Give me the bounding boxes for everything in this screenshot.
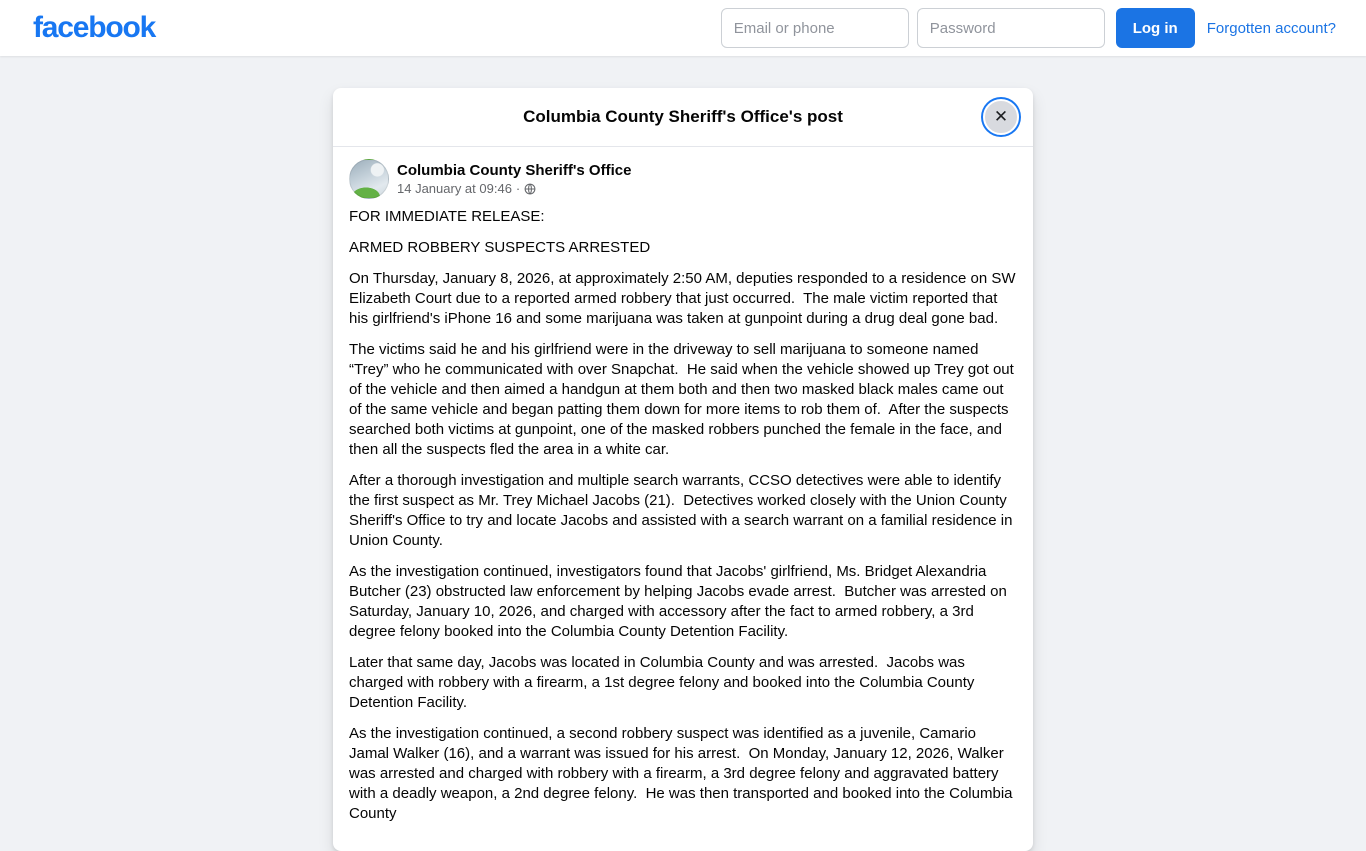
post-modal-title: Columbia County Sheriff's Office's post: [523, 107, 843, 126]
top-navigation-bar: [0, 0, 1366, 56]
avatar[interactable]: [349, 159, 389, 199]
author-name[interactable]: Columbia County Sheriff's Office: [397, 162, 632, 179]
post-modal-header: [333, 88, 1033, 147]
post: [333, 147, 1033, 851]
post-author-meta: [397, 161, 631, 197]
login-form: [713, 8, 1336, 48]
post-paragraph: On Thursday, January 8, 2026, at approximately 2:50 AM, deputies responded to a residence on SW Elizabeth Court due to a reported armed robbery that just occurred. The male victim reported that his girlfriend's iPhone 16 and some marijuana was taken at gunpoint during a drug deal gone bad.: [349, 270, 1020, 327]
post-body: [349, 207, 1020, 824]
facebook-logo[interactable]: facebook: [33, 11, 156, 44]
timestamp-separator: ·: [515, 181, 521, 196]
post-paragraph: FOR IMMEDIATE RELEASE:: [349, 208, 545, 225]
post-timestamp-row: [397, 180, 631, 197]
close-icon: ✕: [993, 107, 1009, 126]
post-paragraph: ARMED ROBBERY SUSPECTS ARRESTED: [349, 239, 651, 256]
email-input[interactable]: [721, 8, 909, 48]
globe-icon: [524, 183, 536, 195]
post-timestamp[interactable]: 14 January at 09:46: [397, 181, 512, 196]
login-button[interactable]: Log in: [1116, 8, 1195, 48]
post-paragraph: Later that same day, Jacobs was located in Columbia County and was arrested. Jacobs was charged with robbery with a firearm, a 1st degree felony and booked into the Columbia County Detention Facility.: [349, 654, 979, 711]
password-input[interactable]: [917, 8, 1105, 48]
post-paragraph: The victims said he and his girlfriend were in the driveway to sell marijuana to someone named “Trey” who he communicated with over Snapchat. He said when the vehicle showed up Trey got out of the vehicle and then aimed a handgun at them both and then two masked black males came out of the same vehicle and began patting them down for more items to rob them of. After the suspects searched both victims at gunpoint, one of the masked robbers punched the female in the face, and then all the suspects fled the area in a white car.: [349, 341, 1018, 458]
close-button[interactable]: [983, 99, 1019, 135]
forgotten-account-link[interactable]: Forgotten account?: [1206, 19, 1336, 37]
post-modal: [333, 88, 1033, 851]
post-header: [349, 159, 1017, 199]
post-paragraph: After a thorough investigation and multiple search warrants, CCSO detectives were able to identify the first suspect as Mr. Trey Michael Jacobs (21). Detectives worked closely with the Union County Sheriff's Office to try and locate Jacobs and assisted with a search warrant on a familial residence in Union County.: [349, 472, 1017, 549]
post-paragraph: As the investigation continued, investigators found that Jacobs' girlfriend, Ms. Bridget Alexandria Butcher (23) obstructed law enforcement by helping Jacobs evade arrest. Butcher was arrested on Saturday, January 10, 2026, and charged with accessory after the fact to armed robbery, a 3rd degree felony booked into the Columbia County Detention Facility.: [349, 563, 1012, 640]
post-paragraph: As the investigation continued, a second robbery suspect was identified as a juvenile, Camario Jamal Walker (16), and a warrant was issued for his arrest. On Monday, January 12, 2026, Walker was arrested and charged with robbery with a firearm, a 3rd degree felony and aggravated battery with a deadly weapon, a 2nd degree felony. He was then transported and booked into the Columbia County: [349, 725, 1017, 822]
